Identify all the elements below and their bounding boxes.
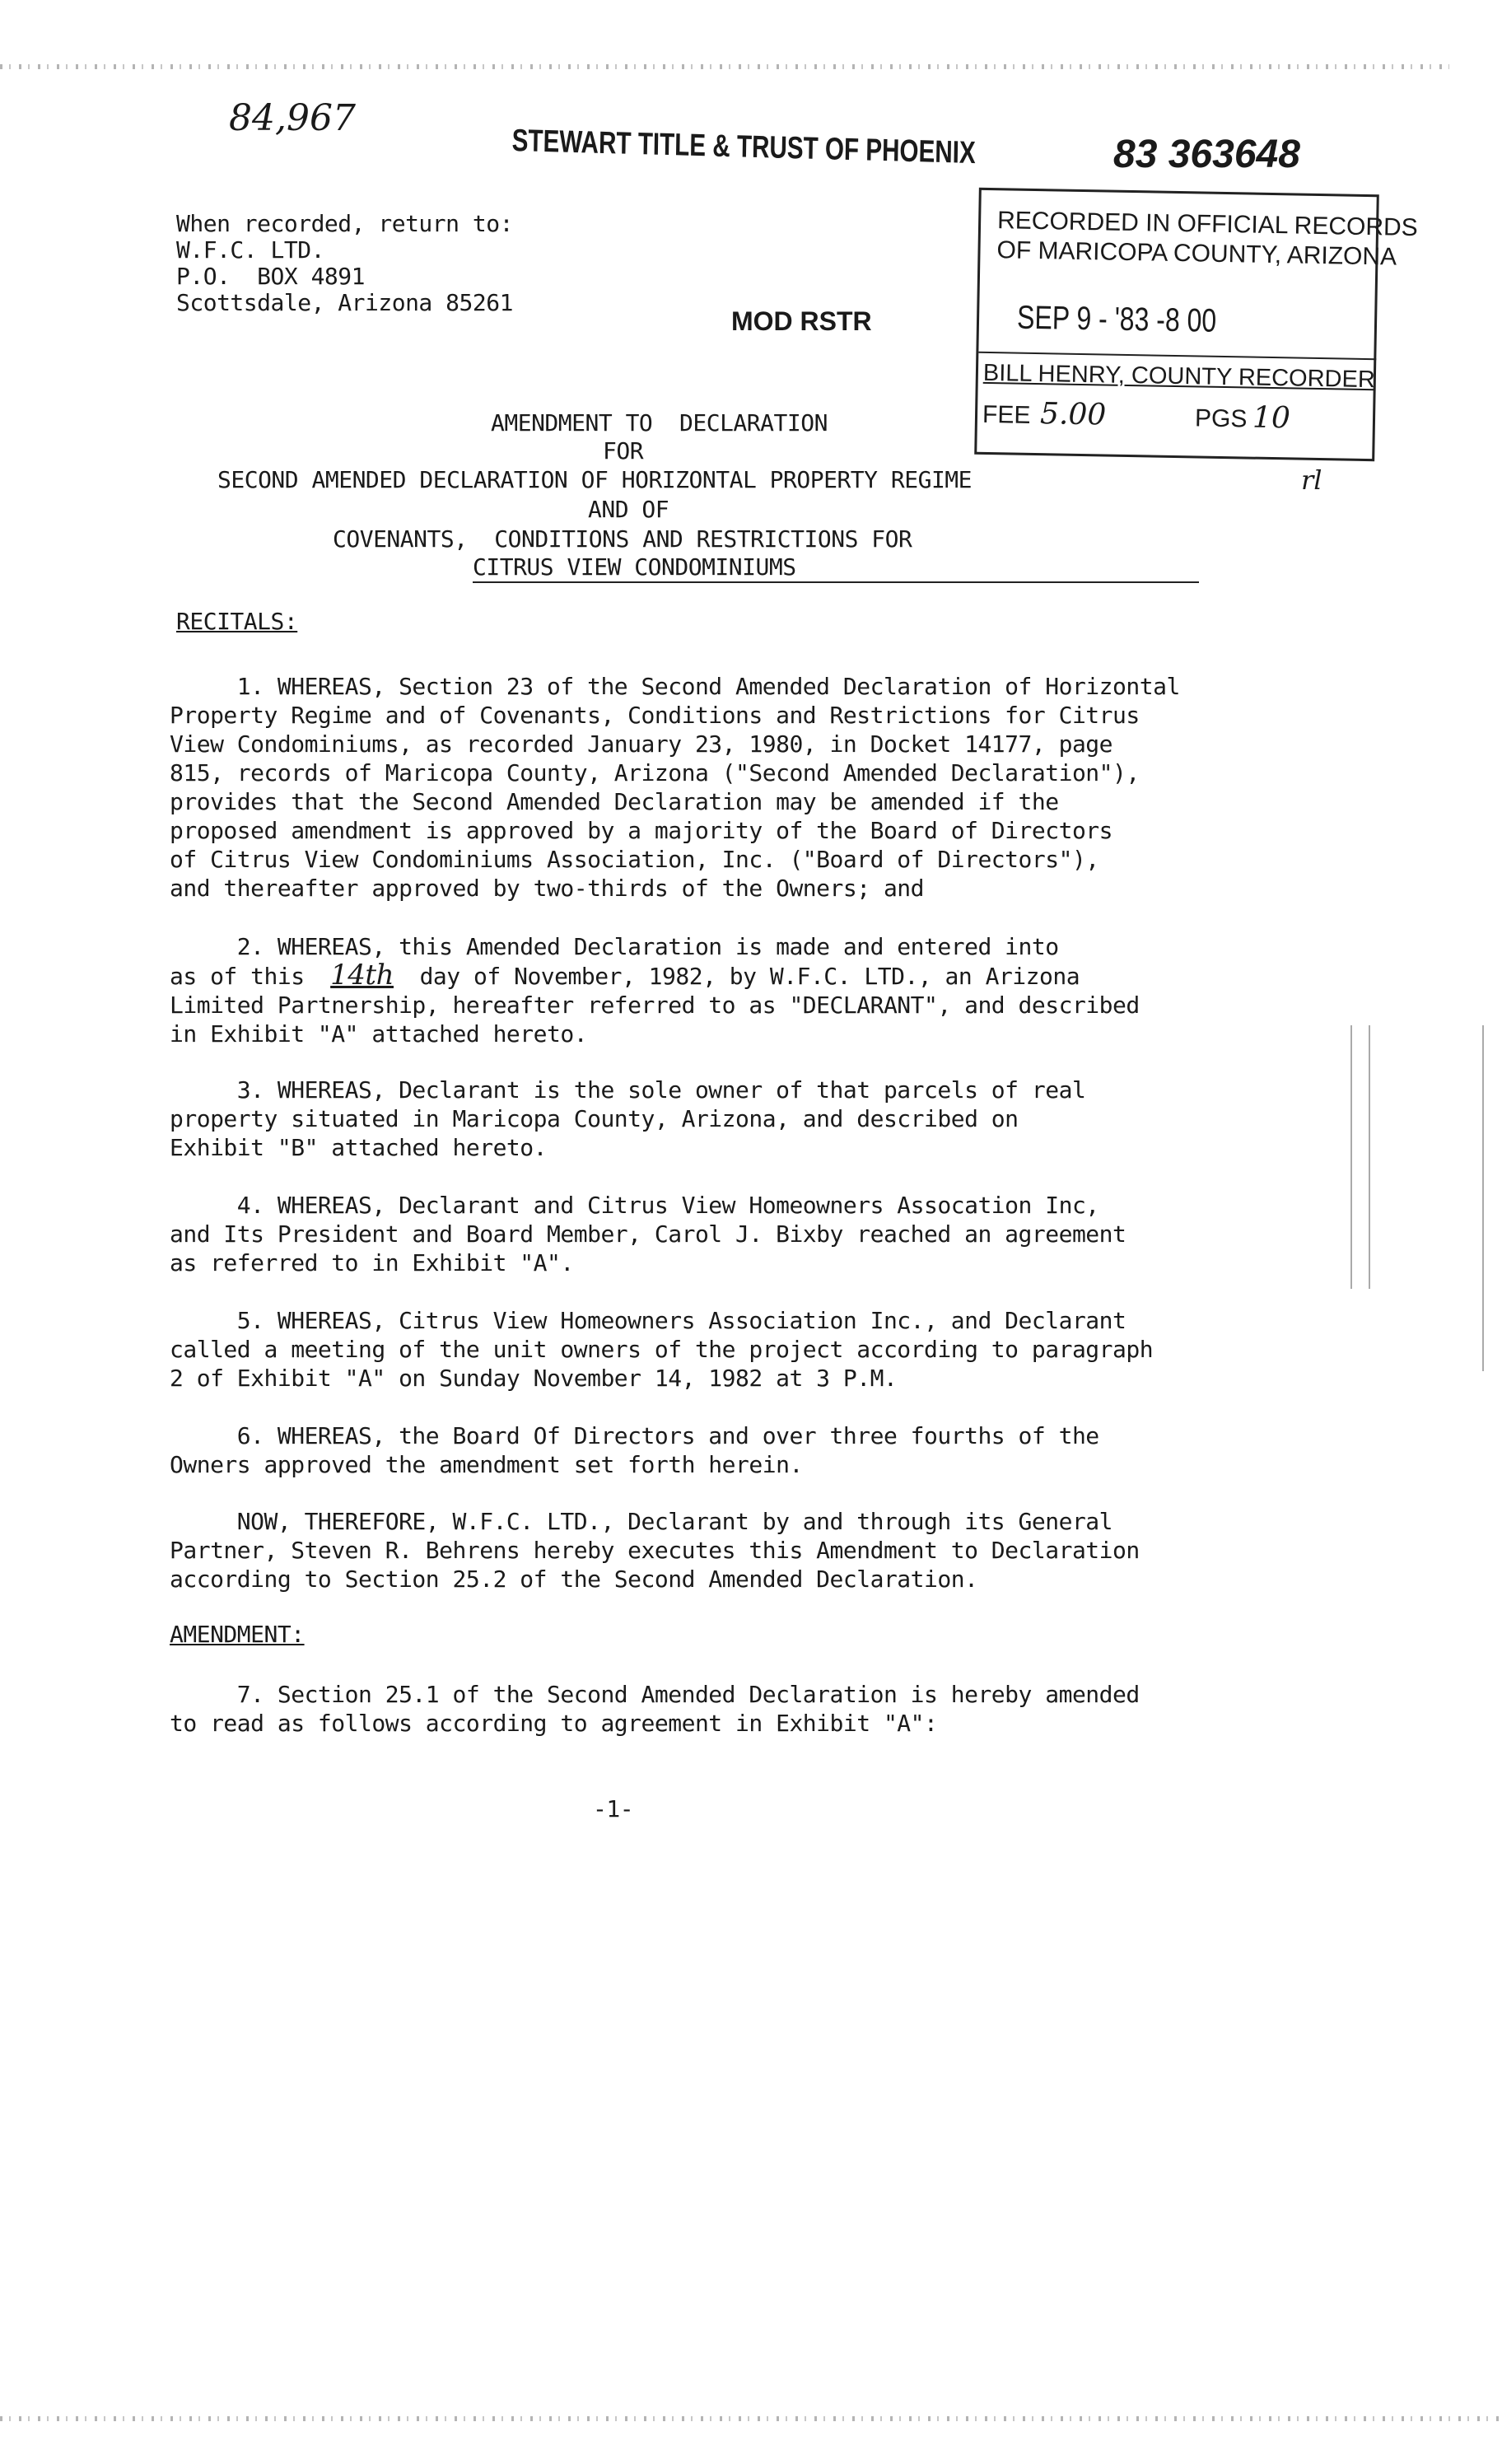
scan-edge-line bbox=[1482, 1025, 1484, 1371]
stamp-pgs-value: 10 bbox=[1252, 400, 1291, 436]
stamp-date: SEP 9 - '83 -8 00 bbox=[1016, 299, 1217, 339]
heading-line: AND OF bbox=[588, 496, 669, 523]
recital-2-line: in Exhibit "A" attached hereto. bbox=[170, 1020, 588, 1048]
recital-3-line: Exhibit "B" attached hereto. bbox=[170, 1134, 548, 1161]
recorder-initials: rl bbox=[1301, 464, 1322, 496]
recording-stamp bbox=[974, 188, 1418, 461]
recital-2 bbox=[170, 932, 1240, 1048]
recital-5-line: 2 of Exhibit "A" on Sunday November 14, 1982 at 3 P.M. bbox=[170, 1365, 898, 1392]
recital-2-suffix: day of November, 1982, by W.F.C. LTD., an Arizona bbox=[419, 963, 1080, 990]
heading-line: FOR bbox=[603, 437, 644, 464]
now-therefore-line: NOW, THEREFORE, W.F.C. LTD., Declarant by and through its General bbox=[170, 1508, 1113, 1535]
stamp-line: RECORDED IN OFFICIAL RECORDS bbox=[996, 207, 1418, 242]
handwritten-doc-number: 84,967 bbox=[229, 97, 356, 139]
recital-5-line: 5. WHEREAS, Citrus View Homeowners Association Inc., and Declarant bbox=[170, 1307, 1126, 1334]
scan-edge-line bbox=[1350, 1025, 1352, 1289]
now-therefore bbox=[170, 1507, 1240, 1594]
stamp-fee-label: FEE bbox=[982, 400, 1031, 429]
recital-1-line: proposed amendment is approved by a majority of the Board of Directors bbox=[170, 817, 1113, 844]
stamp-divider bbox=[978, 352, 1376, 360]
return-address-line: Scottsdale, Arizona 85261 bbox=[176, 289, 513, 316]
recital-1-line: and thereafter approved by two-thirds of the Owners; and bbox=[170, 875, 925, 902]
page-number: -1- bbox=[593, 1795, 634, 1822]
recording-number: 83 363648 bbox=[1113, 133, 1300, 176]
stamp-recorder: BILL HENRY, COUNTY RECORDER bbox=[982, 359, 1376, 394]
recital-6 bbox=[170, 1421, 1240, 1479]
recital-1-line: of Citrus View Condominiums Association, Inc. ("Board of Directors"), bbox=[170, 846, 1099, 873]
recitals-label: RECITALS: bbox=[176, 608, 298, 635]
recital-4-line: and Its President and Board Member, Carol J. Bixby reached an agreement bbox=[170, 1220, 1126, 1248]
heading-line: AMENDMENT TO DECLARATION bbox=[491, 409, 828, 436]
scan-edge-line bbox=[1369, 1025, 1370, 1289]
now-therefore-line: according to Section 25.2 of the Second Amended Declaration. bbox=[170, 1566, 978, 1593]
return-address-line: W.F.C. LTD. bbox=[176, 236, 324, 264]
stamp-fee-value: 5.00 bbox=[1039, 397, 1107, 432]
recital-4-line: as referred to in Exhibit "A". bbox=[170, 1249, 574, 1276]
stamp-pgs-label: PGS bbox=[1194, 404, 1248, 433]
recital-5-line: called a meeting of the unit owners of the project according to paragraph bbox=[170, 1336, 1154, 1363]
mod-rstr-stamp: MOD RSTR bbox=[731, 306, 872, 336]
amendment-7 bbox=[170, 1680, 1240, 1738]
return-address-line: P.O. BOX 4891 bbox=[176, 263, 366, 290]
title-company-stamp: STEWART TITLE & TRUST OF PHOENIX bbox=[511, 124, 977, 171]
scan-noise-bottom bbox=[0, 2416, 1502, 2421]
amendment-7-line: 7. Section 25.1 of the Second Amended Declaration is hereby amended bbox=[170, 1681, 1140, 1708]
handwritten-day: 14th bbox=[330, 959, 394, 992]
recital-1-line: 815, records of Maricopa County, Arizona ("Second Amended Declaration"), bbox=[170, 759, 1140, 786]
recital-5 bbox=[170, 1306, 1240, 1393]
recital-1-line: Property Regime and of Covenants, Conditions and Restrictions for Citrus bbox=[170, 702, 1140, 729]
recital-2-line: Limited Partnership, hereafter referred to as "DECLARANT", and described bbox=[170, 992, 1140, 1019]
stamp-line: OF MARICOPA COUNTY, ARIZONA bbox=[996, 236, 1397, 271]
recital-3-line: property situated in Maricopa County, Arizona, and described on bbox=[170, 1105, 1019, 1132]
heading-line: CITRUS VIEW CONDOMINIUMS bbox=[473, 553, 796, 581]
recital-1-line: 1. WHEREAS, Section 23 of the Second Amended Declaration of Horizontal bbox=[170, 673, 1180, 700]
now-therefore-line: Partner, Steven R. Behrens hereby executes this Amendment to Declaration bbox=[170, 1537, 1140, 1564]
recital-1-line: View Condominiums, as recorded January 23, 1980, in Docket 14177, page bbox=[170, 730, 1113, 758]
recital-4-line: 4. WHEREAS, Declarant and Citrus View Homeowners Assocation Inc, bbox=[170, 1192, 1099, 1219]
heading-rule bbox=[473, 581, 1199, 583]
recital-2-prefix: as of this bbox=[170, 963, 305, 990]
recital-3 bbox=[170, 1076, 1240, 1162]
recital-1-line: provides that the Second Amended Declaration may be amended if the bbox=[170, 788, 1059, 815]
recital-1 bbox=[170, 672, 1240, 903]
recital-4 bbox=[170, 1191, 1240, 1277]
recital-3-line: 3. WHEREAS, Declarant is the sole owner of that parcels of real bbox=[170, 1076, 1086, 1104]
recital-6-line: 6. WHEREAS, the Board Of Directors and over three fourths of the bbox=[170, 1422, 1099, 1449]
heading-line: COVENANTS, CONDITIONS AND RESTRICTIONS FOR bbox=[333, 525, 912, 553]
recital-2-line: 2. WHEREAS, this Amended Declaration is made and entered into bbox=[170, 933, 1059, 960]
recital-6-line: Owners approved the amendment set forth herein. bbox=[170, 1451, 803, 1478]
return-address bbox=[176, 211, 513, 316]
amendment-label: AMENDMENT: bbox=[170, 1621, 305, 1648]
amendment-7-line: to read as follows according to agreement in Exhibit "A": bbox=[170, 1710, 938, 1737]
scan-noise-top bbox=[0, 64, 1449, 69]
recital-2-line bbox=[170, 961, 1240, 991]
return-address-line: When recorded, return to: bbox=[176, 210, 513, 237]
heading-line: SECOND AMENDED DECLARATION OF HORIZONTAL PROPERTY REGIME bbox=[217, 466, 973, 493]
